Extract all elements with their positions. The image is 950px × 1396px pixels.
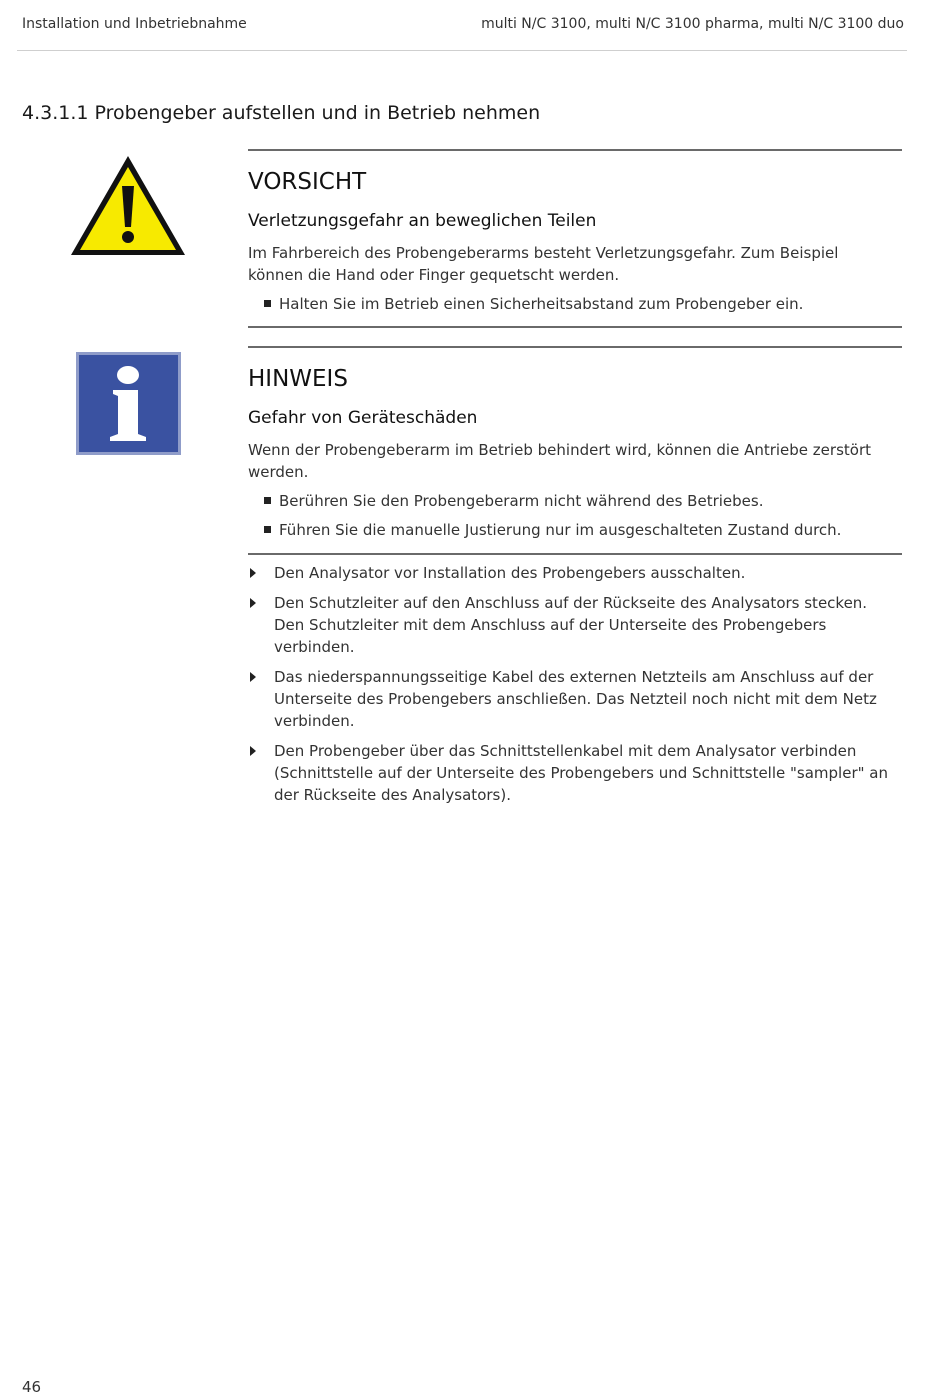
- section-title: 4.3.1.1 Probengeber aufstellen und in Betrieb nehmen: [22, 102, 541, 124]
- square-bullet-icon: [264, 300, 271, 307]
- instruction-step: [248, 666, 902, 732]
- square-bullet-icon: [264, 497, 271, 504]
- step-text: Das niederspannungsseitige Kabel des externen Netzteils am Anschluss auf der Unterseite des Probengebers anschließen. Das Netzteil noch nicht mit dem Netz verbinden.: [274, 668, 877, 730]
- step-arrow-icon: [250, 672, 256, 682]
- note-item-text: Führen Sie die manuelle Justierung nur im ausgeschalteten Zustand durch.: [279, 521, 842, 539]
- page-header-left: Installation und Inbetriebnahme: [22, 16, 247, 32]
- instruction-step: [248, 562, 902, 584]
- step-arrow-icon: [250, 568, 256, 578]
- note-text: Wenn der Probengeberarm im Betrieb behindert wird, können die Antriebe zerstört werden.: [248, 441, 871, 481]
- step-text: Den Analysator vor Installation des Probengebers ausschalten.: [274, 564, 746, 582]
- caution-box: [248, 149, 902, 328]
- note-list-item: [264, 521, 841, 539]
- note-subheading: Gefahr von Geräteschäden: [248, 408, 478, 428]
- note-box: [248, 346, 902, 555]
- page-number: 46: [22, 1378, 42, 1396]
- instruction-step: [248, 592, 902, 658]
- instruction-step: [248, 740, 902, 806]
- square-bullet-icon: [264, 526, 271, 533]
- caution-heading: VORSICHT: [248, 169, 367, 195]
- step-arrow-icon: [250, 746, 256, 756]
- note-heading: HINWEIS: [248, 366, 348, 392]
- step-arrow-icon: [250, 598, 256, 608]
- page-header-right: multi N/C 3100, multi N/C 3100 pharma, multi N/C 3100 duo: [481, 16, 904, 32]
- caution-text: Im Fahrbereich des Probengeberarms besteht Verletzungsgefahr. Zum Beispiel können die Hand oder Finger gequetscht werden.: [248, 244, 839, 284]
- instruction-steps: [248, 562, 902, 814]
- note-list-item: [264, 492, 763, 510]
- caution-subheading: Verletzungsgefahr an beweglichen Teilen: [248, 211, 597, 231]
- note-item-text: Berühren Sie den Probengeberarm nicht während des Betriebes.: [279, 492, 764, 510]
- header-divider: [17, 50, 907, 51]
- warning-triangle-icon: [68, 153, 188, 258]
- info-icon: [76, 352, 181, 455]
- step-text: Den Schutzleiter auf den Anschluss auf der Rückseite des Analysators stecken. Den Schutzleiter mit dem Anschluss auf der Unterseite des Probengebers verbinden.: [274, 594, 868, 656]
- caution-item-text: Halten Sie im Betrieb einen Sicherheitsabstand zum Probengeber ein.: [279, 295, 804, 313]
- caution-list-item: [264, 295, 803, 313]
- step-text: Den Probengeber über das Schnittstellenkabel mit dem Analysator verbinden (Schnittstelle auf der Unterseite des Probengebers und Schnittstelle "sampler" an der Rückseite des Analysators).: [274, 742, 888, 804]
